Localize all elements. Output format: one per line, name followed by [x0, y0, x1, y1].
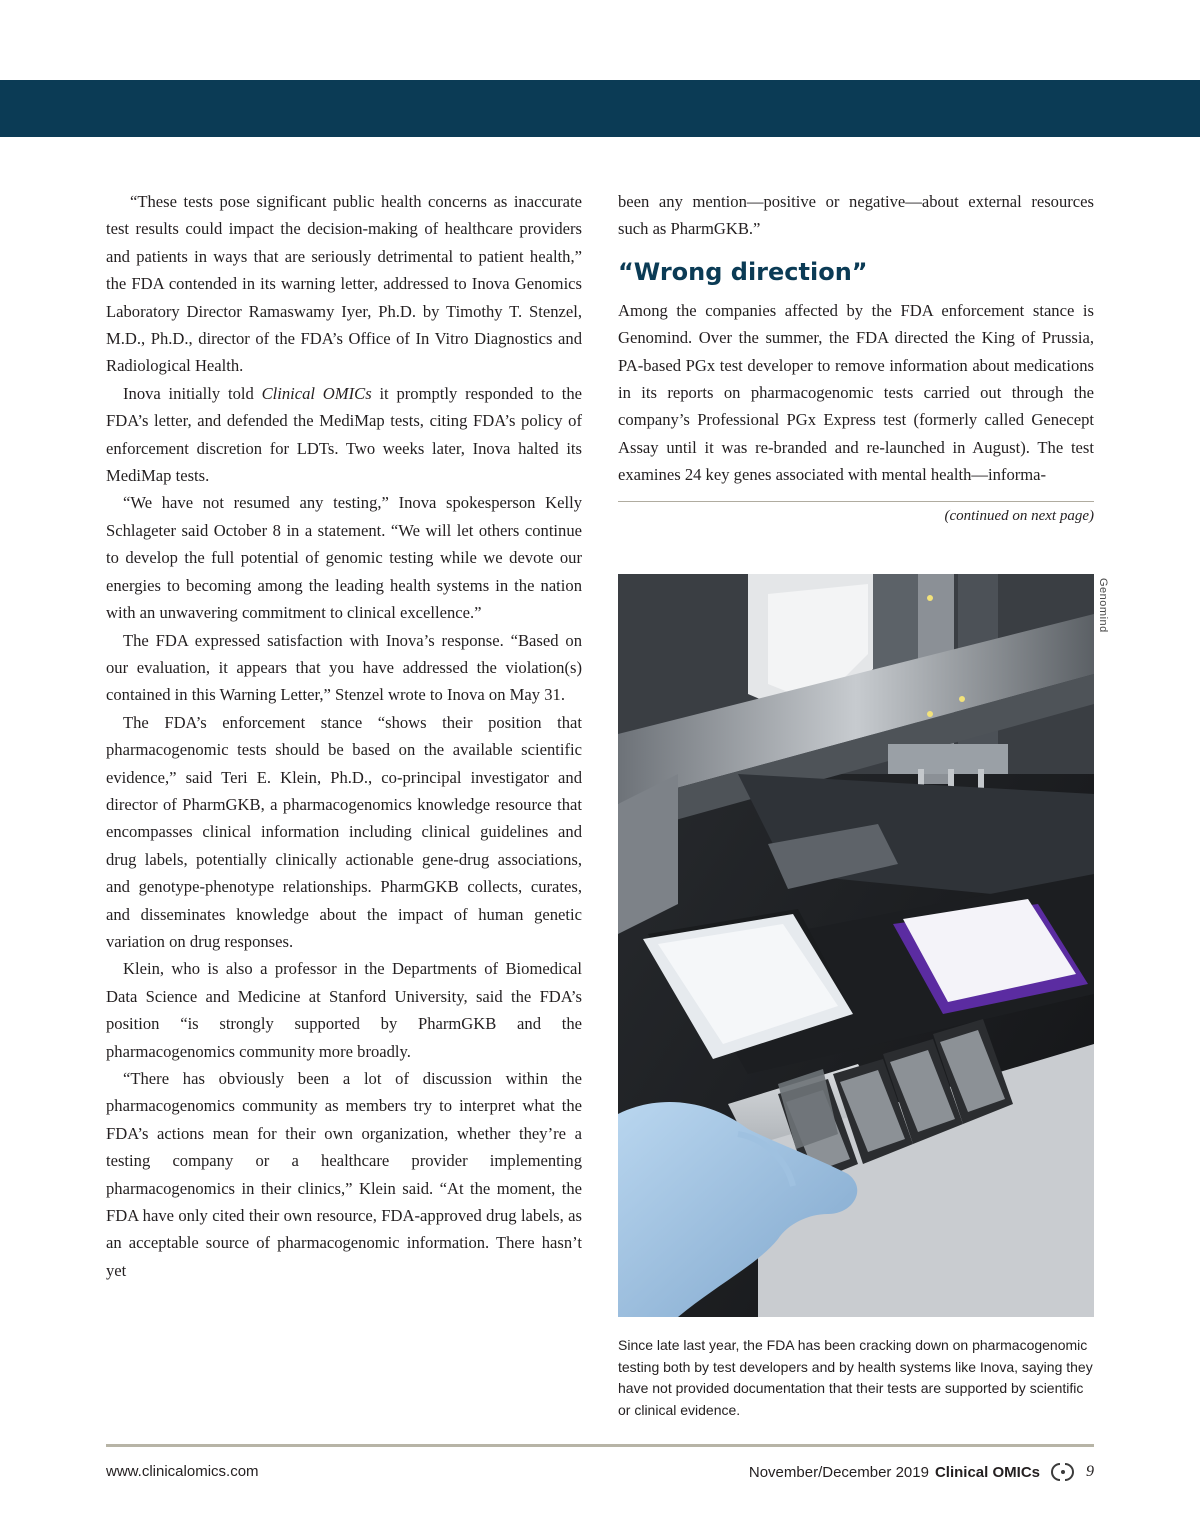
continued-note: (continued on next page)	[944, 507, 1094, 524]
brand-name: Clinical OMICs	[934, 1463, 1040, 1481]
photo-credit: Genomind	[1097, 578, 1109, 633]
footer-issue-info	[749, 1460, 1094, 1484]
footer-divider	[106, 1444, 1094, 1447]
paragraph-text: Inova initially told	[123, 383, 262, 403]
paragraph: Among the companies affected by the FDA enforcement stance is Genomind. Over the summer, the FDA directed the King of Prussia, PA-based PGx test developer to remove information about medications in its reports on pharmacogenomic tests carried out through the company’s Professional PGx Express test (formerly called Genecept Assay until it was re-branded and re-launched in August). The test examines 24 key genes associated with mental health—informa-	[618, 300, 1094, 485]
clinical-omics-logo-icon	[1050, 1461, 1076, 1483]
left-column	[106, 188, 582, 1284]
site-url[interactable]: www.clinicalomics.com	[106, 1463, 259, 1480]
page-footer	[106, 1460, 1094, 1484]
paragraph: The FDA expressed satisfaction with Inova’s response. “Based on our evaluation, it appears that you have addressed the violation(s) contained in this Warning Letter,” Stenzel wrote to Inova on May 31.	[106, 630, 582, 705]
paragraph: “There has obviously been a lot of discussion within the pharmacogenomics community as members try to interpret what the FDA’s actions mean for their own organization, whether they’re a testing company or a healthcare provider implementing pharmacogenomics in their clinics,” Klein said. “At the moment, the FDA have only cited their own resource, FDA-approved drug labels, as an acceptable source of pharmacogenomic information. There hasn’t yet	[106, 1069, 582, 1280]
section-heading: “Wrong direction”	[618, 257, 868, 286]
right-column	[618, 188, 1094, 526]
publication-name: Clinical OMICs	[261, 383, 372, 403]
paragraph: “These tests pose significant public health concerns as inaccurate test results could impact the decision-making of healthcare providers and patients in ways that are seriously detrimental to patient health,” the FDA contended in its warning letter, addressed to Inova Genomics Laboratory Director Ramaswamy Iyer, Ph.D. by Timothy T. Stenzel, M.D., Ph.D., director of the FDA’s Office of In Vitro Diagnostics and Radiological Health.	[106, 192, 582, 376]
page-number: 9	[1086, 1463, 1094, 1480]
paragraph: Klein, who is also a professor in the Departments of Biomedical Data Science and Medicine at Stanford University, said the FDA’s position “is strongly supported by PharmGKB and the pharmacogenomics community more broadly.	[106, 959, 582, 1061]
paragraph-text: it promptly responded to the FDA’s letter, and defended the MediMap tests, citing FDA’s policy of enforcement discretion for LDTs. Two weeks later, Inova halted its MediMap tests.	[106, 383, 582, 486]
header-bar	[0, 80, 1200, 137]
issue-date: November/December 2019	[748, 1463, 929, 1481]
divider	[618, 501, 1094, 502]
paragraph	[106, 380, 582, 490]
paragraph: “We have not resumed any testing,” Inova spokesperson Kelly Schlageter said October 8 in a statement. “We will let others continue to develop the full potential of genomic testing while we devote our energies to becoming among the leading health systems in the nation with an unwavering commitment to clinical excellence.”	[106, 493, 582, 623]
lab-robot-photo	[618, 574, 1094, 1317]
figure-caption: Since late last year, the FDA has been cracking down on pharmacogenomic testing both by test developers and by health systems like Inova, saying they have not provided documentation that their tests are supported by scientific or clinical evidence.	[618, 1337, 1093, 1418]
paragraph: The FDA’s enforcement stance “shows their position that pharmacogenomic tests should be based on the available scientific evidence,” said Teri E. Klein, Ph.D., co-principal investigator and director of PharmGKB, a pharmacogenomics knowledge resource that encompasses clinical information including clinical guidelines and drug labels, potentially clinically actionable gene-drug associations, and genotype-phenotype relationships. PharmGKB collects, curates, and disseminates knowledge about the impact of human genetic variation on drug responses.	[106, 712, 582, 951]
paragraph: been any mention—positive or negative—about external resources such as PharmGKB.”	[618, 192, 1094, 239]
